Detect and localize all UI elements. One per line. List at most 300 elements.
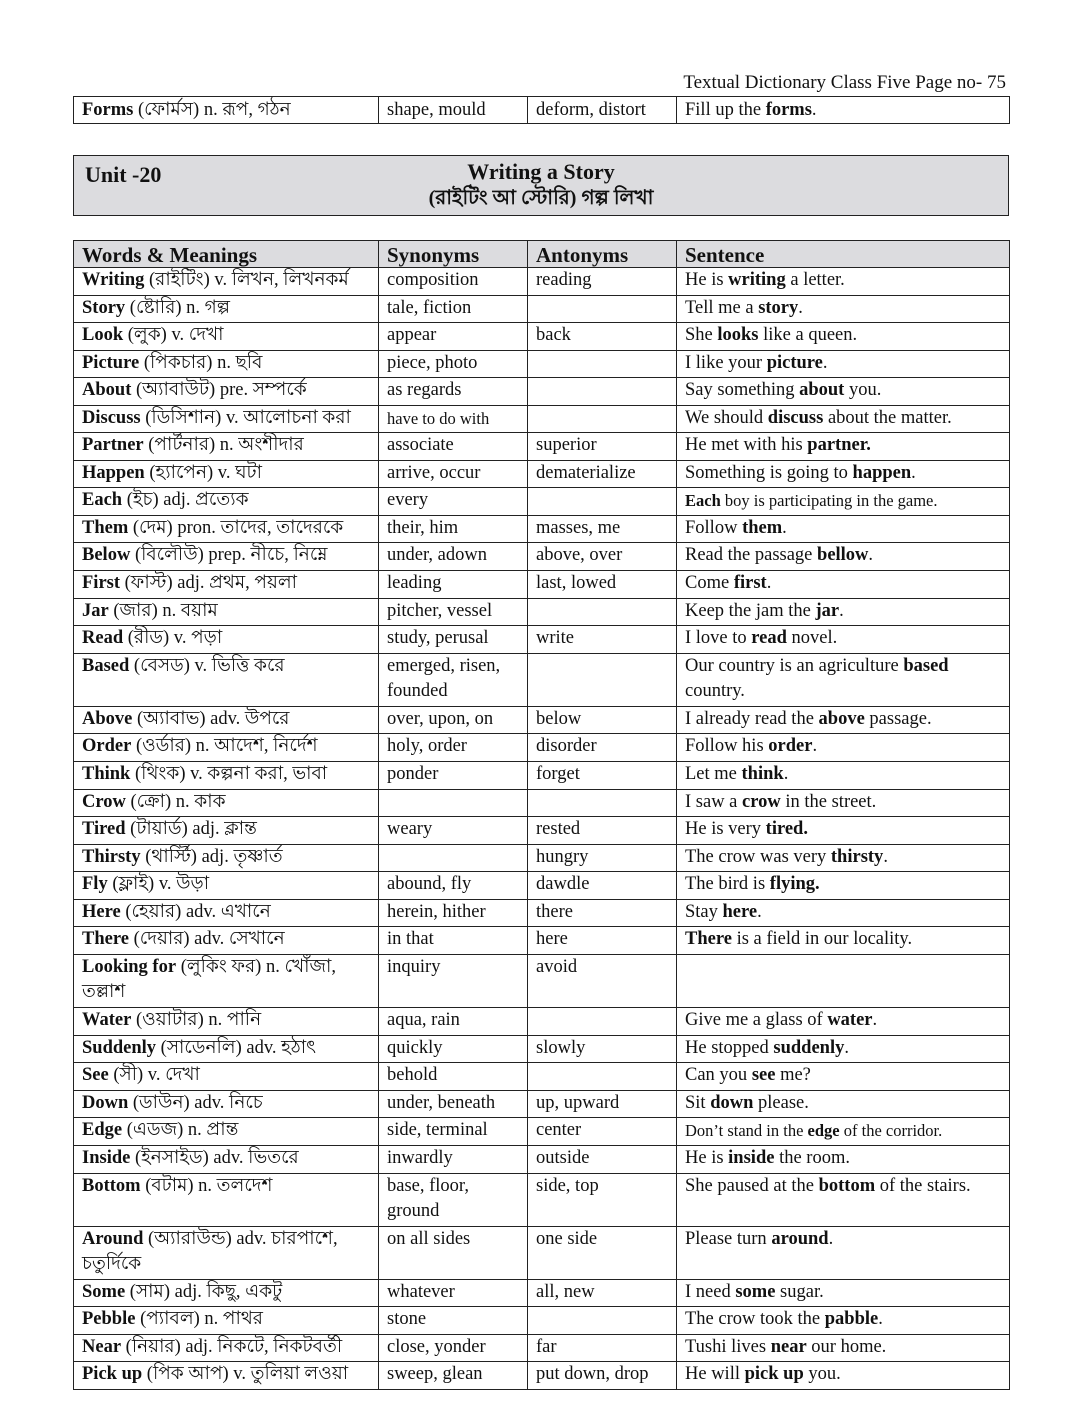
sentence-pre: I already read the [685,708,819,729]
table-row [74,927,1010,955]
sentence-pre: Come [685,572,734,593]
word: Some [82,1281,126,1302]
meaning: (এডজ) n. প্রান্ত [122,1120,239,1141]
meaning: (অ্যাবাভ) adv. উপরে [132,708,290,729]
sentence-pre: I saw a [685,791,743,812]
synonyms-cell: close, yonder [379,1334,528,1362]
sentence-pre: He is very [685,819,766,840]
word-cell [74,817,379,845]
sentence-bold: some [735,1281,776,1302]
word: Crow [82,791,126,812]
table-row [74,761,1010,789]
word: Forms [82,100,134,120]
synonyms-cell: on all sides [379,1226,528,1279]
sentence-pre: He is [685,1148,729,1169]
synonyms-cell: shape, mould [379,97,528,124]
synonyms-cell: sweep, glean [379,1362,528,1390]
meaning: (সাম) adj. কিছু, একটু [125,1281,283,1302]
synonyms-cell: ponder [379,761,528,789]
table-row [74,1279,1010,1307]
sentence-cell [677,1035,1010,1063]
word-cell [74,1090,379,1118]
word: Down [82,1092,129,1113]
word-cell [74,1173,379,1226]
sentence-post: of the stairs. [875,1175,971,1196]
sentence-bold: around [771,1228,829,1249]
sentence-post: the room. [774,1148,850,1169]
word: Writing [82,270,145,290]
word-cell [74,1118,379,1146]
unit-subtitle: (রাইটিং আ স্টোরি) গল্প লিখা [428,187,654,209]
synonyms-cell: study, perusal [379,626,528,654]
sentence-pre: Fill up the [685,100,766,120]
sentence-pre: Follow [685,517,743,538]
sentence-cell [677,1090,1010,1118]
antonyms-cell [528,1008,677,1036]
sentence-post: . [811,100,817,120]
meaning: (টায়ার্ড) adj. ক্লান্ত [125,819,257,840]
meaning: (ডাউন) adv. নিচে [128,1092,263,1113]
sentence-bold: water [827,1010,873,1031]
previous-entry-table [73,96,1010,124]
sentence-post: . [822,352,828,373]
antonyms-cell: write [528,626,677,654]
sentence-post: boy is participating in the game. [720,491,938,511]
sentence-bold: picture [766,352,823,373]
sentence-cell [677,789,1010,817]
word-cell [74,570,379,598]
sentence-cell [677,350,1010,378]
meaning: (ওয়াটার) n. পানি [131,1010,262,1031]
sentence-cell [677,268,1010,296]
sentence-post: . [782,517,787,538]
word: Story [82,297,126,318]
unit-title-block [74,159,1008,211]
antonyms-cell: outside [528,1146,677,1174]
table-row [74,789,1010,817]
word-cell [74,706,379,734]
sentence-bold: story [758,297,799,318]
synonyms-cell: appear [379,323,528,351]
sentence-pre: Sit [685,1092,711,1113]
sentence-cell [677,432,1010,460]
sentence-cell [677,1118,1010,1146]
synonyms-cell: herein, hither [379,899,528,927]
sentence-cell [677,570,1010,598]
sentence-bold: above [818,708,865,729]
meaning: (ষ্টোরি) n. গল্প [125,297,231,318]
antonyms-cell: side, top [528,1173,677,1226]
table-row [74,955,1010,1008]
sentence-pre: Follow his [685,736,769,757]
synonyms-cell: weary [379,817,528,845]
sentence-bold: bellow [817,545,869,566]
sentence-post: like a queen. [758,325,858,346]
sentence-cell [677,488,1010,516]
meaning: (ওর্ডার) n. আদেশ, নির্দেশ [131,736,318,757]
word: First [82,572,121,593]
table-row [74,405,1010,432]
sentence-cell [677,1173,1010,1226]
antonyms-cell [528,789,677,817]
sentence-post: . [757,901,762,922]
sentence-pre: Can you [685,1065,752,1086]
sentence-pre: I need [685,1281,736,1302]
synonyms-cell: over, upon, on [379,706,528,734]
synonyms-cell: associate [379,432,528,460]
sentence-pre: Give me a glass of [685,1010,828,1031]
word-cell [74,268,379,296]
sentence-bold: read [751,628,787,649]
synonyms-cell: in that [379,927,528,955]
meaning: (ফোর্মস) n. রূপ, গঠন [133,100,291,120]
sentence-bold: partner. [807,434,871,455]
table-row [74,432,1010,460]
table-row [74,350,1010,378]
word: Near [82,1336,122,1357]
sentence-post: . [766,572,772,593]
word-cell [74,1226,379,1279]
antonyms-cell: put down, drop [528,1362,677,1390]
sentence-cell [677,927,1010,955]
sentence-bold: jar [815,600,840,621]
sentence-pre: He is [685,270,729,290]
synonyms-cell: whatever [379,1279,528,1307]
sentence-post: . [798,297,803,318]
word: Around [82,1228,144,1249]
sentence-pre: We should [685,407,768,428]
word-cell [74,515,379,543]
word-cell [74,295,379,323]
synonyms-cell [379,844,528,872]
sentence-bold: about [799,380,845,401]
sentence-cell [677,1226,1010,1279]
word-cell [74,1307,379,1335]
synonyms-cell: every [379,488,528,516]
antonyms-cell: up, upward [528,1090,677,1118]
word-cell [74,378,379,406]
antonyms-cell: below [528,706,677,734]
sentence-post: you. [844,380,882,401]
synonyms-cell: emerged, risen, founded [379,653,528,706]
sentence-pre: The bird is [685,874,770,895]
table-row [74,460,1010,488]
sentence-post: passage. [864,708,932,729]
meaning: (ফ্লাই) v. উড়া [107,874,210,895]
sentence-cell [677,1063,1010,1091]
sentence-bold: Each [685,491,721,511]
word-cell [74,97,379,124]
unit-label: Unit -20 [85,162,162,187]
table-row [74,1008,1010,1036]
synonyms-cell: under, beneath [379,1090,528,1118]
synonyms-cell: pitcher, vessel [379,598,528,626]
word-cell [74,1362,379,1390]
synonyms-cell: under, adown [379,543,528,571]
meaning: (সাডেনলি) adv. হঠাৎ [156,1037,316,1058]
word-cell [74,350,379,378]
antonyms-cell: here [528,927,677,955]
antonyms-cell [528,378,677,406]
table-row [74,97,1010,124]
antonyms-cell: hungry [528,844,677,872]
sentence-post: of the corridor. [839,1121,943,1141]
word-cell [74,1334,379,1362]
word: Think [82,763,131,784]
table-row [74,323,1010,351]
synonyms-cell: behold [379,1063,528,1091]
sentence-post: you. [803,1364,841,1385]
sentence-bold: There [685,929,732,950]
word-cell [74,653,379,706]
table-row [74,268,1010,296]
sentence-bold: discuss [767,407,824,428]
meaning: (থার্স্টি) adj. তৃষ্ণার্ত [140,846,283,867]
antonyms-cell: far [528,1334,677,1362]
unit-title: Writing a Story [467,159,615,184]
sentence-pre: Read the passage [685,545,818,566]
meaning: (সী) v. দেখা [108,1065,200,1086]
sentence-bold: pick up [744,1364,804,1385]
sentence-bold: think [741,763,784,784]
sentence-pre: Something is going to [685,462,853,483]
sentence-cell [677,515,1010,543]
meaning: (দেয়ার) adv. সেখানে [128,929,285,950]
meaning: (থিংক) v. কল্পনা করা, ভাবা [130,763,328,784]
synonyms-cell: abound, fly [379,872,528,900]
meaning: (লুকিং ফর) n. খোঁজা, তল্লাশ [82,957,336,1003]
antonyms-cell [528,405,677,432]
sentence-cell [677,378,1010,406]
meaning: (জার) n. বয়াম [108,600,218,621]
sentence-bold: order [768,736,813,757]
antonyms-cell: center [528,1118,677,1146]
word: There [82,929,129,950]
sentence-pre: Keep the jam the [685,600,816,621]
sentence-cell [677,626,1010,654]
meaning: (রাইটিং) v. লিখন, লিখনকর্ম [144,270,349,290]
sentence-pre: Let me [685,763,742,784]
word-cell [74,488,379,516]
sentence-post: . [844,1037,849,1058]
word: See [82,1065,109,1086]
table-row [74,1173,1010,1226]
sentence-cell [677,295,1010,323]
table-row [74,734,1010,762]
word: Fly [82,874,108,895]
word-cell [74,789,379,817]
sentence-bold: here [722,901,758,922]
page-header: Textual Dictionary Class Five Page no- 75 [683,72,1006,93]
meaning: (ক্রো) n. কাক [125,791,226,812]
sentence-bold: tired. [765,819,808,840]
table-row [74,844,1010,872]
meaning: (ইচ) adj. প্রত্যেক [122,490,249,511]
table-row [74,1226,1010,1279]
sentence-post: . [828,1228,834,1249]
sentence-post: please. [753,1092,809,1113]
sentence-cell [677,844,1010,872]
word-cell [74,899,379,927]
sentence-pre: I like your [685,352,767,373]
word-cell [74,872,379,900]
sentence-bold: suddenly [773,1037,845,1058]
synonyms-cell: aqua, rain [379,1008,528,1036]
sentence-bold: edge [807,1121,840,1141]
meaning: (পিক আপ) v. তুলিয়া লওয়া [142,1364,349,1385]
word-cell [74,626,379,654]
table-row [74,653,1010,706]
sentence-bold: pabble [824,1309,879,1330]
sentence-pre: He stopped [685,1037,774,1058]
synonyms-cell: their, him [379,515,528,543]
sentence-pre: The crow was very [685,846,831,867]
table-row [74,543,1010,571]
sentence-post: . [883,846,888,867]
unit-banner [73,155,1009,216]
antonyms-cell: one side [528,1226,677,1279]
word: Suddenly [82,1037,157,1058]
meaning: (হ্যাপেন) v. ঘটা [144,462,262,483]
antonyms-cell: above, over [528,543,677,571]
antonyms-cell: rested [528,817,677,845]
sentence-cell [677,323,1010,351]
column-header-antonyms: Antonyms [528,241,677,268]
sentence-bold: first [733,572,767,593]
synonyms-cell [379,789,528,817]
word: Looking for [82,957,177,978]
sentence-post: in the street. [780,791,877,812]
sentence-pre: She paused at the [685,1175,819,1196]
table-row [74,295,1010,323]
sentence-bold: flying. [769,874,820,895]
meaning: (পিকচার) n. ছবি [139,352,263,373]
antonyms-cell: reading [528,268,677,296]
table-row [74,1035,1010,1063]
sentence-pre: She [685,325,718,346]
sentence-post: . [783,763,789,784]
word: Tired [82,819,126,840]
column-header-words: Words & Meanings [74,241,379,268]
vocabulary-table [73,240,1010,1390]
synonyms-cell: piece, photo [379,350,528,378]
meaning: (ইনসাইড) adv. ভিতরে [130,1148,299,1169]
word: Bottom [82,1175,141,1196]
synonyms-cell: base, floor, ground [379,1173,528,1226]
sentence-bold: inside [728,1148,775,1169]
word-cell [74,598,379,626]
word: Pebble [82,1309,136,1330]
sentence-cell [677,1146,1010,1174]
sentence-bold: near [770,1336,807,1357]
sentence-cell [677,405,1010,432]
sentence-pre: Tell me a [685,297,759,318]
antonyms-cell: slowly [528,1035,677,1063]
meaning: (ফাস্ট) adj. প্রথম, পয়লা [120,572,298,593]
sentence-post: . [868,545,874,566]
synonyms-cell: side, terminal [379,1118,528,1146]
word: Water [82,1010,132,1031]
table-row [74,872,1010,900]
synonyms-cell: holy, order [379,734,528,762]
antonyms-cell: disorder [528,734,677,762]
antonyms-cell: deform, distort [528,97,677,124]
word: Picture [82,352,140,373]
word: Order [82,736,132,757]
sentence-cell [677,1362,1010,1390]
meaning: (লুক) v. দেখা [123,325,224,346]
antonyms-cell: there [528,899,677,927]
meaning: (নিয়ার) adj. নিকটে, নিকটবর্তী [121,1336,343,1357]
word-cell [74,761,379,789]
table-header-row [74,241,1010,268]
antonyms-cell: back [528,323,677,351]
word-cell [74,405,379,432]
sentence-cell [677,1307,1010,1335]
synonyms-cell: as regards [379,378,528,406]
sentence-bold: thirsty [830,846,884,867]
sentence-bold: writing [728,270,786,290]
meaning: (পার্টনার) n. অংশীদার [143,434,304,455]
sentence-pre: He will [685,1364,745,1385]
synonyms-cell: composition [379,268,528,296]
sentence-cell [677,899,1010,927]
sentence-bold: happen [852,462,912,483]
sentence-bold: forms [765,100,812,120]
synonyms-cell: quickly [379,1035,528,1063]
meaning: (বেসড) v. ভিত্তি করে [129,655,285,676]
sentence-post: is a field in our locality. [731,929,913,950]
sentence-cell [677,460,1010,488]
antonyms-cell [528,1063,677,1091]
table-row [74,626,1010,654]
synonyms-cell: leading [379,570,528,598]
word-cell [74,1035,379,1063]
word: About [82,380,132,401]
table-row [74,598,1010,626]
antonyms-cell: masses, me [528,515,677,543]
sentence-post: novel. [786,628,838,649]
sentence-post: country. [685,680,745,701]
meaning: (হেয়ার) adv. এখানে [120,901,271,922]
word-cell [74,844,379,872]
sentence-bold: them [742,517,783,538]
word-cell [74,734,379,762]
word-cell [74,323,379,351]
word: Below [82,545,131,566]
sentence-pre: I love to [685,628,752,649]
synonyms-cell: inwardly [379,1146,528,1174]
table-row [74,1307,1010,1335]
column-header-synonyms: Synonyms [379,241,528,268]
synonyms-cell: arrive, occur [379,460,528,488]
table-row [74,378,1010,406]
meaning: (দেম) pron. তাদের, তাদেরকে [128,517,344,538]
table-row [74,570,1010,598]
meaning: (রীড) v. পড়া [123,628,223,649]
sentence-bold: down [710,1092,754,1113]
word: Inside [82,1148,131,1169]
sentence-bold: bottom [818,1175,876,1196]
meaning: (বিলৌউ) prep. নীচে, নিম্নে [130,545,328,566]
word: Above [82,708,133,729]
word: Thirsty [82,846,141,867]
word-cell [74,460,379,488]
word: Partner [82,434,144,455]
antonyms-cell [528,598,677,626]
word: Happen [82,462,145,483]
antonyms-cell [528,488,677,516]
